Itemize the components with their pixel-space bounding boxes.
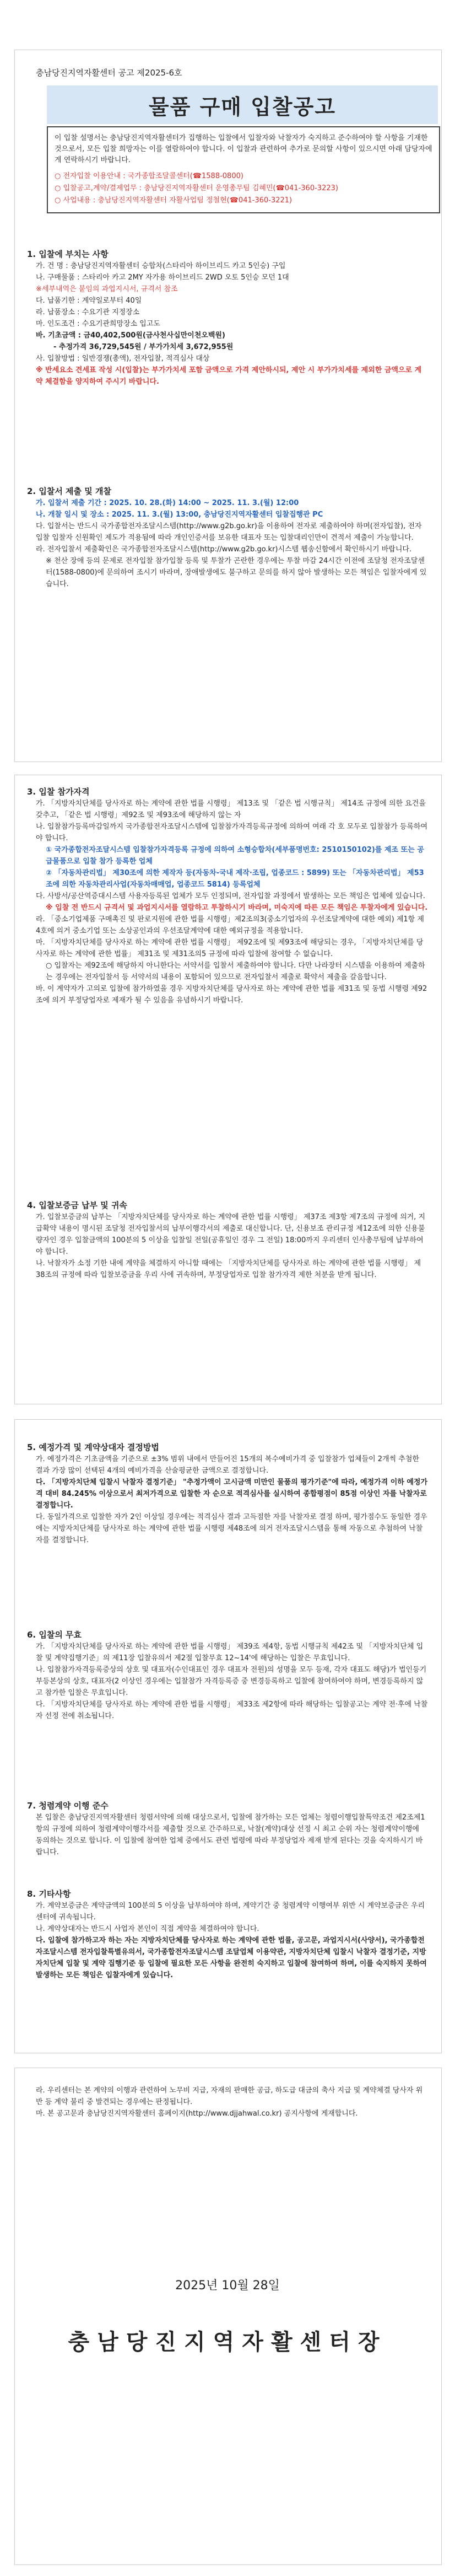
s8-item-ra: 라. 우리센터는 본 계약의 이행과 관련하여 노무비 지급, 자재의 판매한 공급, 하도급 대금의 축사 지급 및 계약체결 당사자 위반 등 계약 불리 중 발견되는 경우에는 판정됩니다.	[36, 2086, 423, 2106]
s3-warning: ※ 입찰 전 반드시 규격서 및 과업지시서를 열람하고 투찰하시기 바라며, 미숙지에 따른 모든 책임은 투찰자에게 있습니다.	[46, 904, 428, 912]
section-8-continued	[27, 2085, 428, 2119]
section-8	[27, 1888, 428, 1981]
notice-number: 충남당진지역자활센터 공고 제2025-6호	[36, 68, 182, 78]
s3-item-ba: 바. 이 계약자가 고의로 입찰에 참가하였을 경우 지방자치단체를 당사자로 하는 계약에 관한 법률 제31조 및 동법 시행령 제92조에 의거 부정당업자로 제재가 될 수 있음을 유념하시기 바랍니다.	[36, 985, 427, 1005]
s6-item-ga: 가. 「지방자치단체를 당사자로 하는 계약에 관한 법률 시행령」 제39조 제4항, 동법 시행규칙 제42조 및 「지방자치단체 입찰 및 계약집행기준」의 제11장 입찰유의서 제2절 입찰무효 12~14'에 해당하는 입찰은 무효입니다.	[36, 1643, 424, 1662]
s6-item-da: 다. 「지방자치단체를 당사자로 하는 계약에 관한 법률 시행령」 제33조 제2항에 따라 해당하는 입찰공고는 계약 전·후에 낙찰자 선정 전에 취소됩니다.	[36, 1700, 428, 1720]
document-page-1	[14, 50, 442, 762]
s2-submit-period: 가. 입찰서 제출 기간 : 2025. 10. 28.(화) 14:00 ~ 2025. 11. 3.(월) 12:00	[36, 499, 299, 507]
s2-note: ※ 천산 장애 등의 문제로 전자입찰 참가입찰 등록 및 투찰가 곤란한 경우에는 투찰 마감 24시간 이전에 조달청 전자조달센터(1588-0800)에 문의하여 조시기 바라며, 장애발생에도 불구하고 문의를 하지 않아 발생하는 모든 책임은 입찰자에게 있습니다.	[46, 557, 427, 588]
document-page-3	[14, 1419, 442, 2053]
section-5	[27, 1442, 428, 1546]
s3-qualification-1: ① 국가종합전자조달시스템 입찰참가자격등록 규정에 의하여 소형승합차(세부품명번호: 2510150102)를 제조 또는 공급물품으로 입찰 참가 등록한 업체	[46, 846, 424, 866]
s4-item-ga: 가. 입찰보증금의 납부는 「지방자치단체를 당사자로 하는 계약에 관한 법률 시행령」 제37조 제3항 제7조의 규정에 의거, 지급확약 내용이 명시된 조달청 전자입찰서의 납부이행각서의 제출로 대신합니다. 단, 신용보조 관리규정 제12조에 의한 신용불량자인 경우 입찰금액의 100분의 5 이상을 입찰일 전일(공휴일인 경우 그 전일) 18:00까지 우리센터 인사총무팀에 납부하여야 합니다.	[36, 1213, 426, 1256]
section-4-title: 4. 입찰보증금 납부 및 귀속	[27, 1200, 127, 1210]
page-title: 물품 구매 입찰공고	[47, 85, 438, 124]
s1-item-ra: 라. 납품장소 : 수요기관 지정장소	[36, 308, 140, 316]
s3-item-na: 나. 입찰참가등록마감일까지 국가종합전자조달시스템에 입찰참가자격등록규정에 의하여 여래 각 호 모두로 입찰참가 등록하여야 합니다.	[36, 823, 428, 842]
s1-note: ※세부내역은 붙임의 과업지시서, 규격서 참조	[36, 285, 178, 293]
section-6	[27, 1629, 428, 1722]
s8-item-ma: 마. 본 공고문과 충남당진지역자활센터 홈페이지(http://www.djjahwal.co.kr) 공지사항에 게재합니다.	[36, 2110, 358, 2118]
section-2-title: 2. 입찰서 제출 및 개찰	[27, 486, 111, 496]
s8-item-na: 나. 계약상대자는 반드시 사업자 본인이 직접 계약을 체결하여야 합니다.	[36, 1925, 259, 1933]
s5-item-da: 다. 동일가격으로 입찰한 자가 2인 이상일 경우에는 적격심사 결과 고득점한 자를 낙찰자로 결정 하며, 평가점수도 동일한 경우에는 지방자치단체를 당사자로 하는 계약에 관한 법률 시행령 제48조에 의거 전자조달시스템을 통해 자동으로 추첨하여 낙찰자를 결정합니다.	[36, 1513, 427, 1544]
section-8-title: 8. 기타사항	[27, 1889, 71, 1899]
section-1	[27, 249, 428, 388]
document-page-2	[14, 775, 442, 1404]
section-2	[27, 486, 428, 590]
s7-text: 본 입찰은 충남당진지역자활센터 청렴서약에 의해 대상으로서, 입찰에 참가하는 모든 업체는 청렴이행입찰특약조건 제2조제1항의 규정에 의하여 청렴계약이행각서를 제출할 것으로 간주하므로, 낙찰(계약)대상 선정 시 최고 순위 자는 청렴계약이행에 동의하는 것으로 합니다. 이 입찰에 참여한 업체 중에서도 관련 법령에 따라 부정당업자 제재 받게 된다는 것을 숙지하시기 바랍니다.	[36, 1813, 425, 1856]
section-7	[27, 1800, 428, 1858]
s1-item-na: 나. 구매물품 : 스타리아 카고 2MY 자가용 하이브리드 2WD 오토 5인승 모던 1대	[36, 273, 289, 282]
contact-line-2: ○ 입찰공고,계약/결제업무 : 충남당진지역자활센터 운영총무팀 김혜민(☎041-360-3223)	[55, 184, 338, 192]
s1-estimated-price: - 추정가격 36,729,545원 / 부가가치세 3,672,955원	[53, 343, 234, 351]
s5-item-na: 다. 「지방자치단체 입찰시 낙찰자 결정기준」 "추정가액이 고시금액 미만인 물품의 평가기준"에 따라, 예정가격 이하 예정가격 대비 84.245% 이상으로서 최저가격으로 입찰한 자 순으로 적격심사를 실시하여 종합평점이 85점 이상인 자를 낙찰자로 결정합니다.	[36, 1478, 428, 1510]
section-5-title: 5. 예정가격 및 계약상대자 결정방법	[27, 1442, 159, 1452]
intro-box	[47, 126, 440, 213]
s2-opening-time: 나. 개찰 일시 및 장소 : 2025. 11. 3.(월) 13:00, 충남당진지역자활센터 입찰집행관 PC	[36, 511, 323, 519]
issuing-organization: 충남당진지역자활센터장	[68, 2330, 387, 2355]
section-3-title: 3. 입찰 참가자격	[27, 787, 90, 797]
section-3	[27, 786, 428, 1006]
s1-item-ga: 가. 건 명 : 충남당진지역자활센터 승합차(스타리아 하이브리드 카고 5인승) 구입	[36, 262, 286, 270]
s8-item-ga: 가. 계약보증금은 계약금액의 100분의 5 이상을 납부하여야 하며, 계약기간 중 청렴계약 이행여부 위반 시 계약보증금은 우리센터에 귀속됩니다.	[36, 1902, 425, 1922]
section-1-title: 1. 입찰에 부치는 사항	[27, 249, 109, 259]
section-4	[27, 1200, 428, 1281]
s1-item-da: 다. 납품기한 : 계약일로부터 40일	[36, 297, 142, 305]
s1-item-ma: 마. 인도조건 : 수요기관희망장소 입고도	[36, 320, 160, 328]
contact-line-1: ○ 전자입찰 이용안내 : 국가종합조달콜센터(☎1588-0800)	[55, 172, 243, 180]
s5-item-ga: 가. 예정가격은 기초금액을 기준으로 ±3% 범위 내에서 만들어진 15개의 복수예비가격 중 입찰참가 업체들이 2개씩 추첨한 결과 가장 많이 선택된 4개의 예비가격을 산술평균한 금액으로 결정합니다.	[36, 1455, 419, 1475]
document-page-4	[14, 2068, 442, 2565]
section-7-title: 7. 청렴계약 이행 준수	[27, 1801, 109, 1811]
s3-pledge-note: ○ 입찰자는 제92조에 해당하지 아니한다는 서약서를 입찰서 제출하여야 합니다. 다만 나라장터 시스템을 이용하여 제출하는 경우에는 전자입찰서 등 서약서의 내용이 포함되어 있으므로 전자입찰서 제출로 확약서 제출을 갈음합니다.	[46, 962, 425, 981]
intro-paragraph: 이 입찰 설명서는 충남당진지역자활센터가 집행하는 입찰에서 입찰자와 낙찰자가 숙지하고 준수하여야 할 사항을 기재한 것으로서, 모든 입찰 희망자는 이를 열람하여야 합니다. 이 입찰과 관련하여 추가로 문의할 사항이 있으시면 아래 담당자에게 연락하시기 바랍니다.	[55, 134, 432, 164]
s3-item-ma: 마. 「지방자치단체를 당사자로 하는 계약에 관한 법률 시행령」 제92조에 및 제93조에 해당되는 경우, 「지방자치단체를 당사자로 하는 계약에 관한 법률」 제31조 및 제31조의5 규정에 따라 입찰에 참여할 수 없습니다.	[36, 938, 424, 958]
s6-item-na: 나. 입찰참가자격등록증상의 상호 및 대표자(수인대표인 경우 대표자 전원)의 성명을 모두 등재, 각자 대표도 해당)가 법인등기부등본상의 상호, 대표자(2 이상인 경우에는 입찰참가 자격등록증 중 변경등록하고 입찰에 참여하여야 하며, 변경등록하지 않고 참가한 입찰은 무효입니다.	[36, 1666, 427, 1697]
s3-item-ga: 가. 「지방자치단체를 당사자로 하는 계약에 관한 법률 시행령」 제13조 및 「같은 법 시행규칙」 제14조 규정에 의한 요건을 갖추고, 「같은 법 시행령」제92조 및 제93조에 해당하지 않는 자	[36, 799, 426, 819]
s4-item-na: 나. 낙찰자가 소정 기한 내에 계약을 체결하지 아니할 때에는 「지방자치단체를 당사자로 하는 계약에 관한 법률 시행령」 제38조의 규정에 따라 입찰보증금을 우리 사에 귀속하며, 부정당업자로 입찰 참가자격 제한 처분을 받게 됩니다.	[36, 1259, 421, 1279]
s8-item-da: 다. 입찰에 참가하고자 하는 자는 지방자치단체를 당사자로 하는 계약에 관한 법률, 공고문, 과업지시서(사양서), 국가종합전자조달시스템 전자입찰특별유의서, 국가종합전자조달시스템 조달업체 이용약관, 지방자치단체 입찰시 낙찰자 결정기준, 지방자치단체 입찰 및 계약 집행기준 등 입찰에 필요한 모든 사항을 완전히 숙지하고 입찰에 참여하여 하며, 이를 숙지하지 못하여 발생하는 모든 책임은 입찰자에게 있습니다.	[36, 1936, 427, 1979]
s3-qualification-2: ② 「자동차관리법」 제30조에 의한 제작자 등(자동차-국내 제작·조립, 업종코드 : 5899) 또는 「자동차관리법」 제53조에 의한 자동차관리사업(자동차매매업, 업종코드 5814) 등록업체	[46, 869, 424, 889]
s2-item-ra: 라. 전자입찰서 제출확인은 국가종합전자조달시스템(http://www.g2b.go.kr)시스템 웹송신함에서 확인하시기 바랍니다.	[36, 545, 412, 554]
section-6-title: 6. 입찰의 무효	[27, 1630, 82, 1640]
s1-vat-note: ※ 반세요소 견세표 작성 시(입찰)는 부가가치세 포함 금액으로 가격 제안하시되, 제안 시 부가가치세를 제외한 금액으로 계약 체결함을 양지하여 주시기 바랍니다.	[36, 366, 422, 386]
notice-date: 2025년 10월 28일	[175, 2279, 280, 2293]
s3-item-ra: 라. 「중소기업제품 구매촉진 및 판로지원에 관한 법률 시행령」제2조의3(중소기업자의 우선조달계약에 대한 예외) 제1항 제4호에 의거 중소기업 또는 소상공인과의 우선조달계약에 대한 예외규정을 적용합니다.	[36, 915, 424, 935]
s3-item-da: 다. 사방서/공산역증대시스템 사용자등록된 업체가 모두 인정되며, 전자입찰 과정에서 발생하는 모든 책임은 업체에 있습니다.	[36, 892, 425, 900]
s1-item-ba: 바. 기초금액 : 금40,402,500원(금사천사십만이천오백원)	[36, 331, 225, 340]
s1-item-sa: 사. 입찰방법 : 일반경쟁(총액), 전자입찰, 적격심사 대상	[36, 355, 210, 363]
s2-item-da: 다. 입찰서는 반드시 국가종합전자조달시스템(http://www.g2b.go.kr)을 이용하여 전자로 제출하여야 하며(전자입찰), 전자입찰 입찰자 신원확인 제도가 적용됨에 따라 개인인증서를 보유한 대표자 또는 입찰대리인만이 견적서 제출이 가능합니다.	[36, 522, 422, 542]
contact-line-3: ○ 사업내용 : 충남당진지역자활센터 자활사업팀 정철현(☎041-360-3221)	[55, 196, 292, 205]
